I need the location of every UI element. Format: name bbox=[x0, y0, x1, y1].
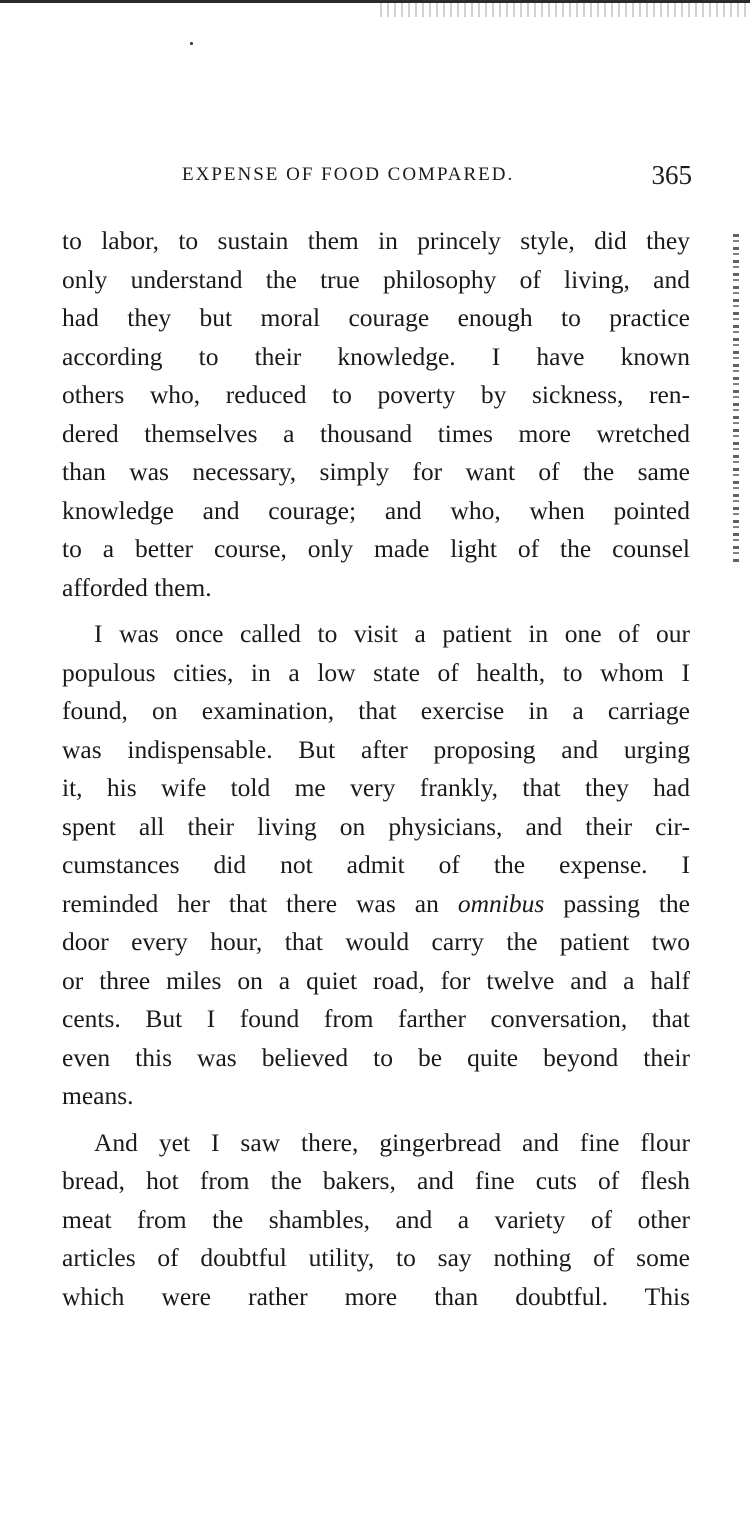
text-line: populous cities, in a low state of health, to whom I bbox=[62, 657, 690, 687]
text-line: it, his wife told me very frankly, that they had bbox=[62, 773, 690, 802]
emphasized-word: omnibus bbox=[457, 888, 545, 918]
page-header bbox=[62, 160, 692, 200]
text-line: to a better course, only made light of the counsel bbox=[62, 534, 690, 563]
text-line: others who, reduced to poverty by sickness, ren- bbox=[62, 380, 690, 409]
paragraph-2 bbox=[62, 615, 690, 1116]
text-line: even this was believed to be quite beyond their bbox=[62, 1042, 690, 1072]
text-line: bread, hot from the bakers, and fine cuts of flesh bbox=[62, 1166, 690, 1195]
text-line: means. bbox=[62, 1081, 134, 1110]
text-line: to labor, to sustain them in princely style, did they bbox=[62, 226, 690, 255]
text-line: afforded them. bbox=[62, 572, 212, 602]
paragraph-3 bbox=[62, 1124, 690, 1317]
text-line: And yet I saw there, gingerbread and fine flour bbox=[94, 1127, 690, 1157]
text-line: knowledge and courage; and who, when pointed bbox=[62, 495, 690, 525]
text-line: cents. But I found from farther conversation, that bbox=[62, 1004, 690, 1033]
text-line: which were rather more than doubtful. This bbox=[62, 1281, 690, 1311]
text-line: found, on examination, that exercise in a carriage bbox=[62, 696, 690, 725]
top-border-texture bbox=[380, 3, 750, 17]
body-text bbox=[62, 222, 690, 1316]
text-line: only understand the true philosophy of living, and bbox=[62, 264, 690, 294]
text-line: meat from the shambles, and a variety of other bbox=[62, 1204, 690, 1234]
text-line: cumstances did not admit of the expense. I bbox=[62, 850, 690, 879]
paragraph-1 bbox=[62, 222, 690, 607]
text-line: spent all their living on physicians, and their cir- bbox=[62, 811, 690, 841]
omnibus-line-before: reminded her that there was an bbox=[62, 888, 458, 918]
paragraph-gap bbox=[62, 607, 690, 615]
text-line: I was once called to visit a patient in one of our bbox=[94, 619, 690, 648]
paragraph-gap bbox=[62, 1116, 690, 1124]
omnibus-line-after: passing the bbox=[544, 888, 690, 918]
text-line: had they but moral courage enough to practice bbox=[62, 303, 690, 332]
text-line: articles of doubtful utility, to say nothing of some bbox=[62, 1243, 690, 1272]
text-line-omnibus bbox=[62, 885, 690, 924]
print-speck bbox=[190, 42, 193, 45]
text-line: than was necessary, simply for want of the same bbox=[62, 457, 690, 486]
text-line: according to their knowledge. I have known bbox=[62, 341, 690, 371]
text-line: was indispensable. But after proposing and urging bbox=[62, 734, 690, 764]
text-line: dered themselves a thousand times more wretched bbox=[62, 418, 690, 448]
scan-edge-marks bbox=[733, 234, 739, 564]
running-head: EXPENSE OF FOOD COMPARED. bbox=[182, 164, 515, 185]
text-line: door every hour, that would carry the patient two bbox=[62, 927, 690, 956]
page-number: 365 bbox=[651, 160, 692, 190]
text-line: or three miles on a quiet road, for twelve and a half bbox=[62, 965, 690, 995]
